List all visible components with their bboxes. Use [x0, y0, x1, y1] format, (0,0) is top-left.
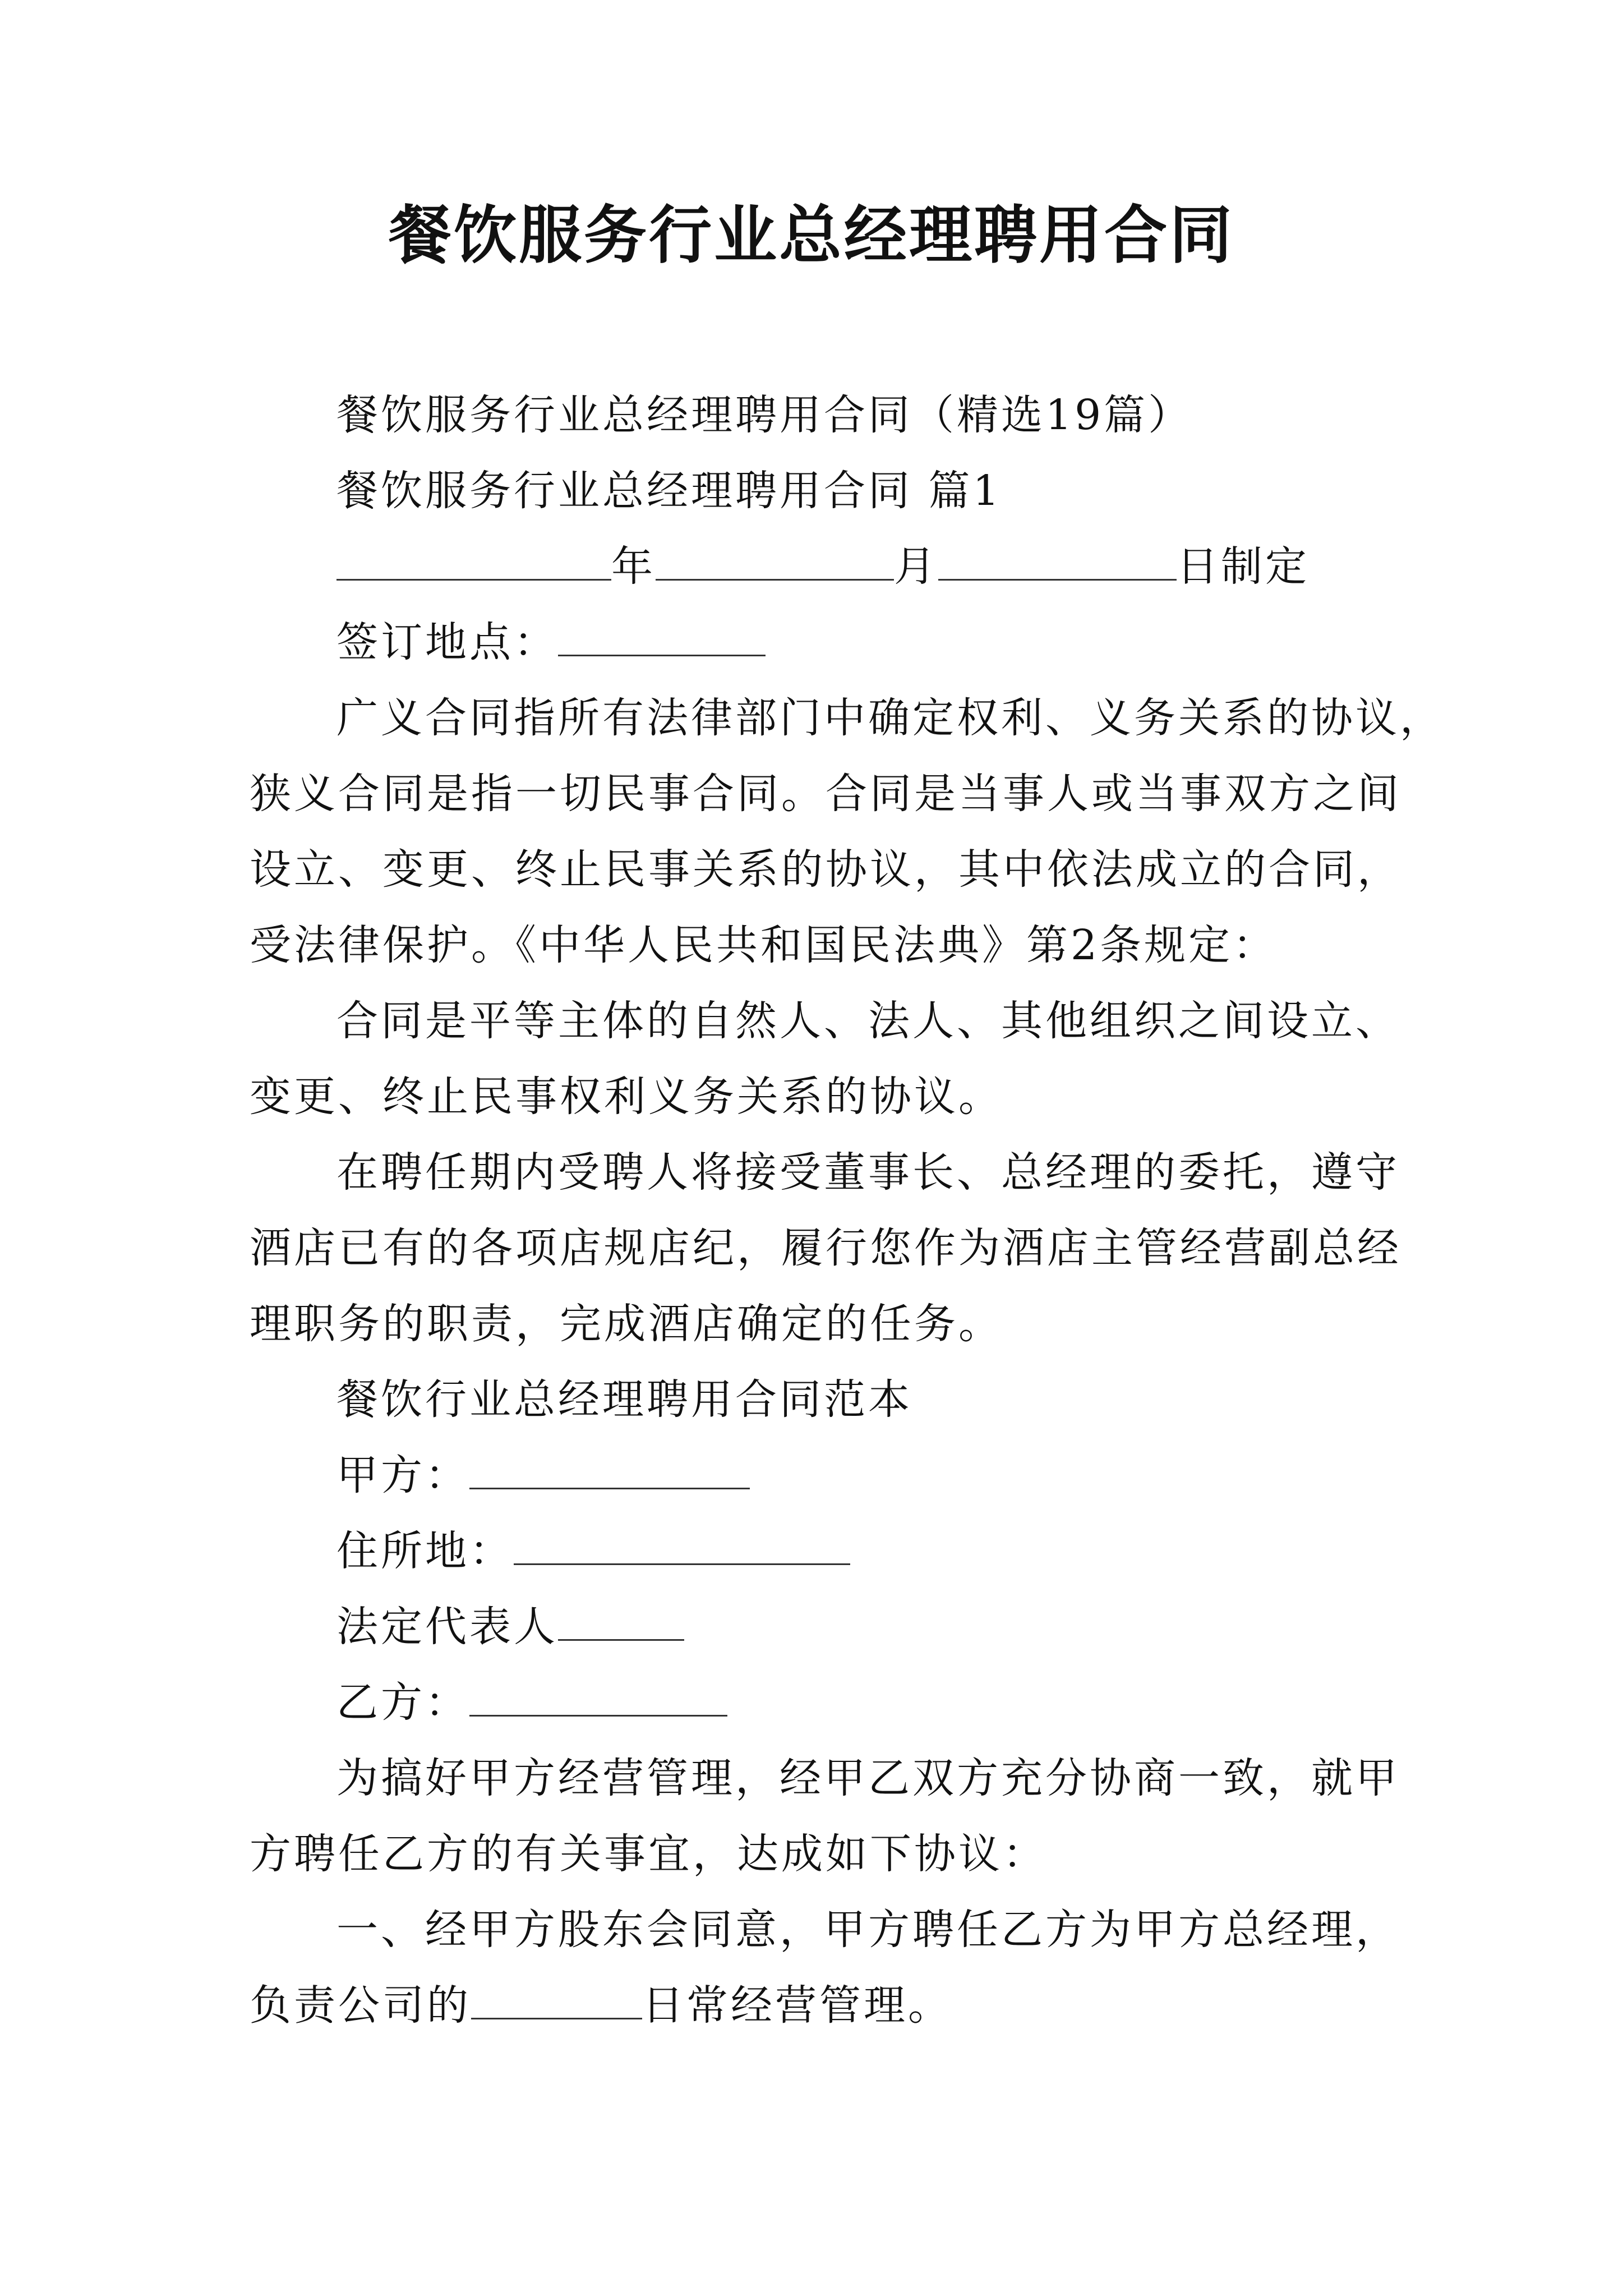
day-label: 日制定: [1177, 542, 1310, 591]
clause1-suffix: 日常经营管理。: [642, 1981, 952, 2030]
residence-label: 住所地：: [336, 1527, 514, 1575]
year-label: 年: [611, 542, 656, 591]
paragraph1-line: 狭义合同是指一切民事合同。合同是当事人或当事双方之间: [250, 770, 1401, 818]
paragraph4-line: 方聘任乙方的有关事宜，达成如下协议：: [250, 1830, 1047, 1878]
legal-rep-line: [336, 1599, 684, 1655]
party-a-blank: [469, 1450, 750, 1489]
section-heading: 餐饮服务行业总经理聘用合同 篇1: [336, 467, 1002, 515]
date-line: [336, 539, 1310, 595]
paragraph1-line: 受法律保护。《中华人民共和国民法典》第2条规定：: [250, 921, 1278, 969]
sample-heading: 餐饮行业总经理聘用合同范本: [336, 1375, 912, 1424]
residence-line: [336, 1523, 850, 1579]
signing-place-line: [336, 614, 766, 670]
residence-blank: [514, 1525, 850, 1565]
month-label: 月: [894, 542, 938, 591]
party-a-label: 甲方：: [336, 1451, 469, 1499]
year-blank: [336, 541, 611, 581]
paragraph3-line: 在聘任期内受聘人将接受董事长、总经理的委托，遵守: [336, 1148, 1400, 1197]
legal-rep-label: 法定代表人: [336, 1603, 558, 1651]
clause1-line: 一、经甲方股东会同意，甲方聘任乙方为甲方总经理，: [336, 1906, 1400, 1954]
party-a-line: [336, 1447, 750, 1503]
clause1-line2: [250, 1977, 952, 2033]
document-subtitle: 餐饮服务行业总经理聘用合同（精选19篇）: [336, 391, 1193, 439]
clause1-blank: [471, 1980, 642, 2019]
party-b-label: 乙方：: [336, 1678, 469, 1727]
paragraph3-line: 理职务的职责，完成酒店确定的任务。: [250, 1300, 1003, 1348]
day-blank: [938, 541, 1177, 581]
paragraph3-line: 酒店已有的各项店规店纪，履行您作为酒店主管经营副总经: [250, 1224, 1401, 1272]
party-b-blank: [469, 1677, 727, 1717]
month-blank: [656, 541, 894, 581]
paragraph2-line: 合同是平等主体的自然人、法人、其他组织之间设立、: [336, 997, 1400, 1045]
legal-rep-blank: [558, 1601, 684, 1641]
paragraph1-line: 设立、变更、终止民事关系的协议，其中依法成立的合同，: [250, 845, 1401, 894]
clause1-prefix: 负责公司的: [250, 1981, 471, 2030]
document-title: 餐饮服务行业总经理聘用合同: [389, 199, 1234, 272]
paragraph4-line: 为搞好甲方经营管理，经甲乙双方充分协商一致，就甲: [336, 1754, 1400, 1802]
paragraph2-line: 变更、终止民事权利义务关系的协议。: [250, 1073, 1003, 1121]
signing-place-label: 签订地点：: [336, 618, 558, 666]
party-b-line: [336, 1674, 727, 1731]
signing-place-blank: [558, 616, 766, 656]
paragraph1-line: 广义合同指所有法律部门中确定权利、义务关系的协议，: [336, 694, 1444, 742]
